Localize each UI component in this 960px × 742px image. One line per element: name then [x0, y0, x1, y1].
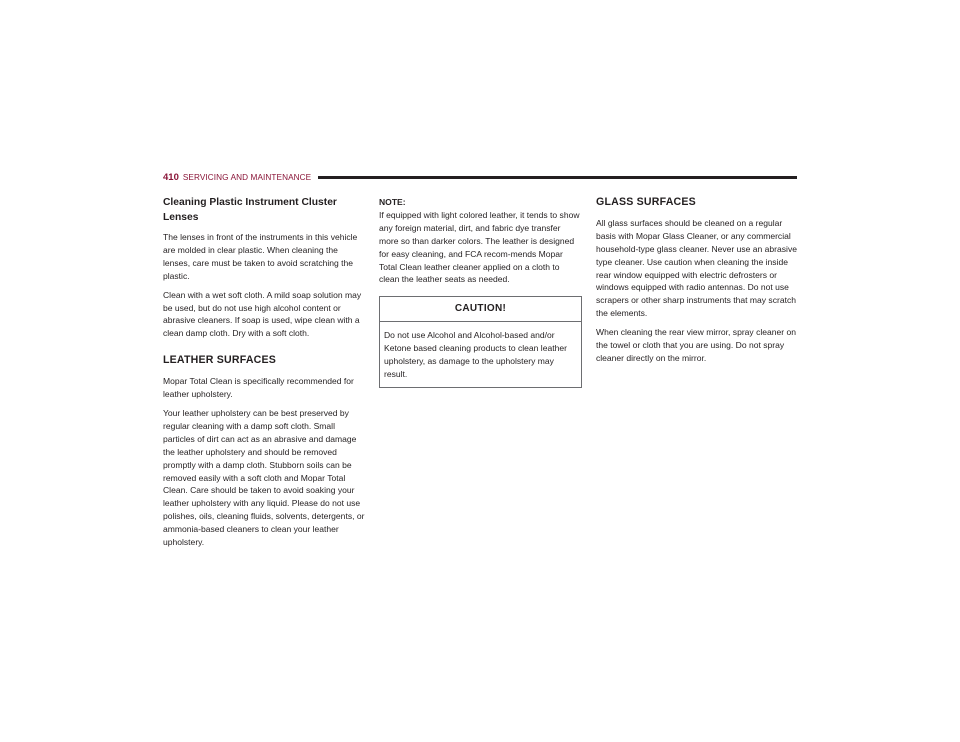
leather-paragraph-2: Your leather upholstery can be best preserved by regular cleaning with a damp soft cloth. Small particles of dirt can act as an abrasive and damage the leather upholstery and should be removed promptly with a damp cloth. Stubborn soils can be removed easily with a soft cloth and Mopar Total Clean. Care should be taken to avoid soaking your leather upholstery with any liquid. Please do not use polishes, oils, cleaning fluids, solvents, detergents, or ammonia-based cleaners to clean your leather upholstery. [163, 407, 365, 548]
header-rule [318, 176, 797, 179]
glass-paragraph-1: All glass surfaces should be cleaned on a regular basis with Mopar Glass Cleaner, or any commercial household-type glass cleaner. Never use an abrasive type cleaner. Use caution when cleaning the inside rear window equipped with electric defrosters or windows equipped with radio antennas. Do not use scrapers or other sharp instruments that may scratch the elements. [596, 217, 797, 319]
column-left [163, 196, 366, 555]
page-number: 410 [163, 171, 179, 183]
caution-title: CAUTION! [380, 297, 581, 322]
section-title: SERVICING AND MAINTENANCE [182, 172, 312, 182]
glass-surfaces-heading: GLASS SURFACES [596, 196, 696, 208]
page-header [163, 170, 797, 184]
leather-paragraph-1: Mopar Total Clean is specifically recommended for leather upholstery. [163, 376, 354, 400]
glass-paragraph-2: When cleaning the rear view mirror, spray cleaner on the towel or cloth that you are using. Do not spray cleaner directly on the mirror. [596, 327, 796, 363]
column-middle [379, 196, 582, 388]
caution-text: Do not use Alcohol and Alcohol-based and/or Ketone based cleaning products to clean leather upholstery, as damage to the upholstery may result. [384, 330, 567, 379]
caution-box [379, 296, 582, 388]
note-text: If equipped with light colored leather, it tends to show any foreign material, dirt, and fabric dye transfer more so than darker colors. The leather is designed for easy cleaning, and FCA recom-mends Mopar Total Clean leather cleaner applied on a cloth to clean the leather seats as needed. [379, 209, 580, 285]
note-label: NOTE: [379, 197, 406, 207]
column-right [596, 196, 799, 371]
instrument-lenses-heading: Cleaning Plastic Instrument Cluster Lenses [163, 197, 337, 223]
leather-surfaces-heading: LEATHER SURFACES [163, 354, 277, 367]
instrument-lenses-paragraph-2: Clean with a wet soft cloth. A mild soap solution may be used, but do not use high alcohol content or abrasive cleaners. If soap is used, wipe clean with a clean damp cloth. Dry with a soft cloth. [163, 289, 362, 339]
instrument-lenses-paragraph-1: The lenses in front of the instruments in this vehicle are molded in clear plastic. When cleaning the lenses, care must be taken to avoid scratching the plastic. [163, 232, 358, 281]
